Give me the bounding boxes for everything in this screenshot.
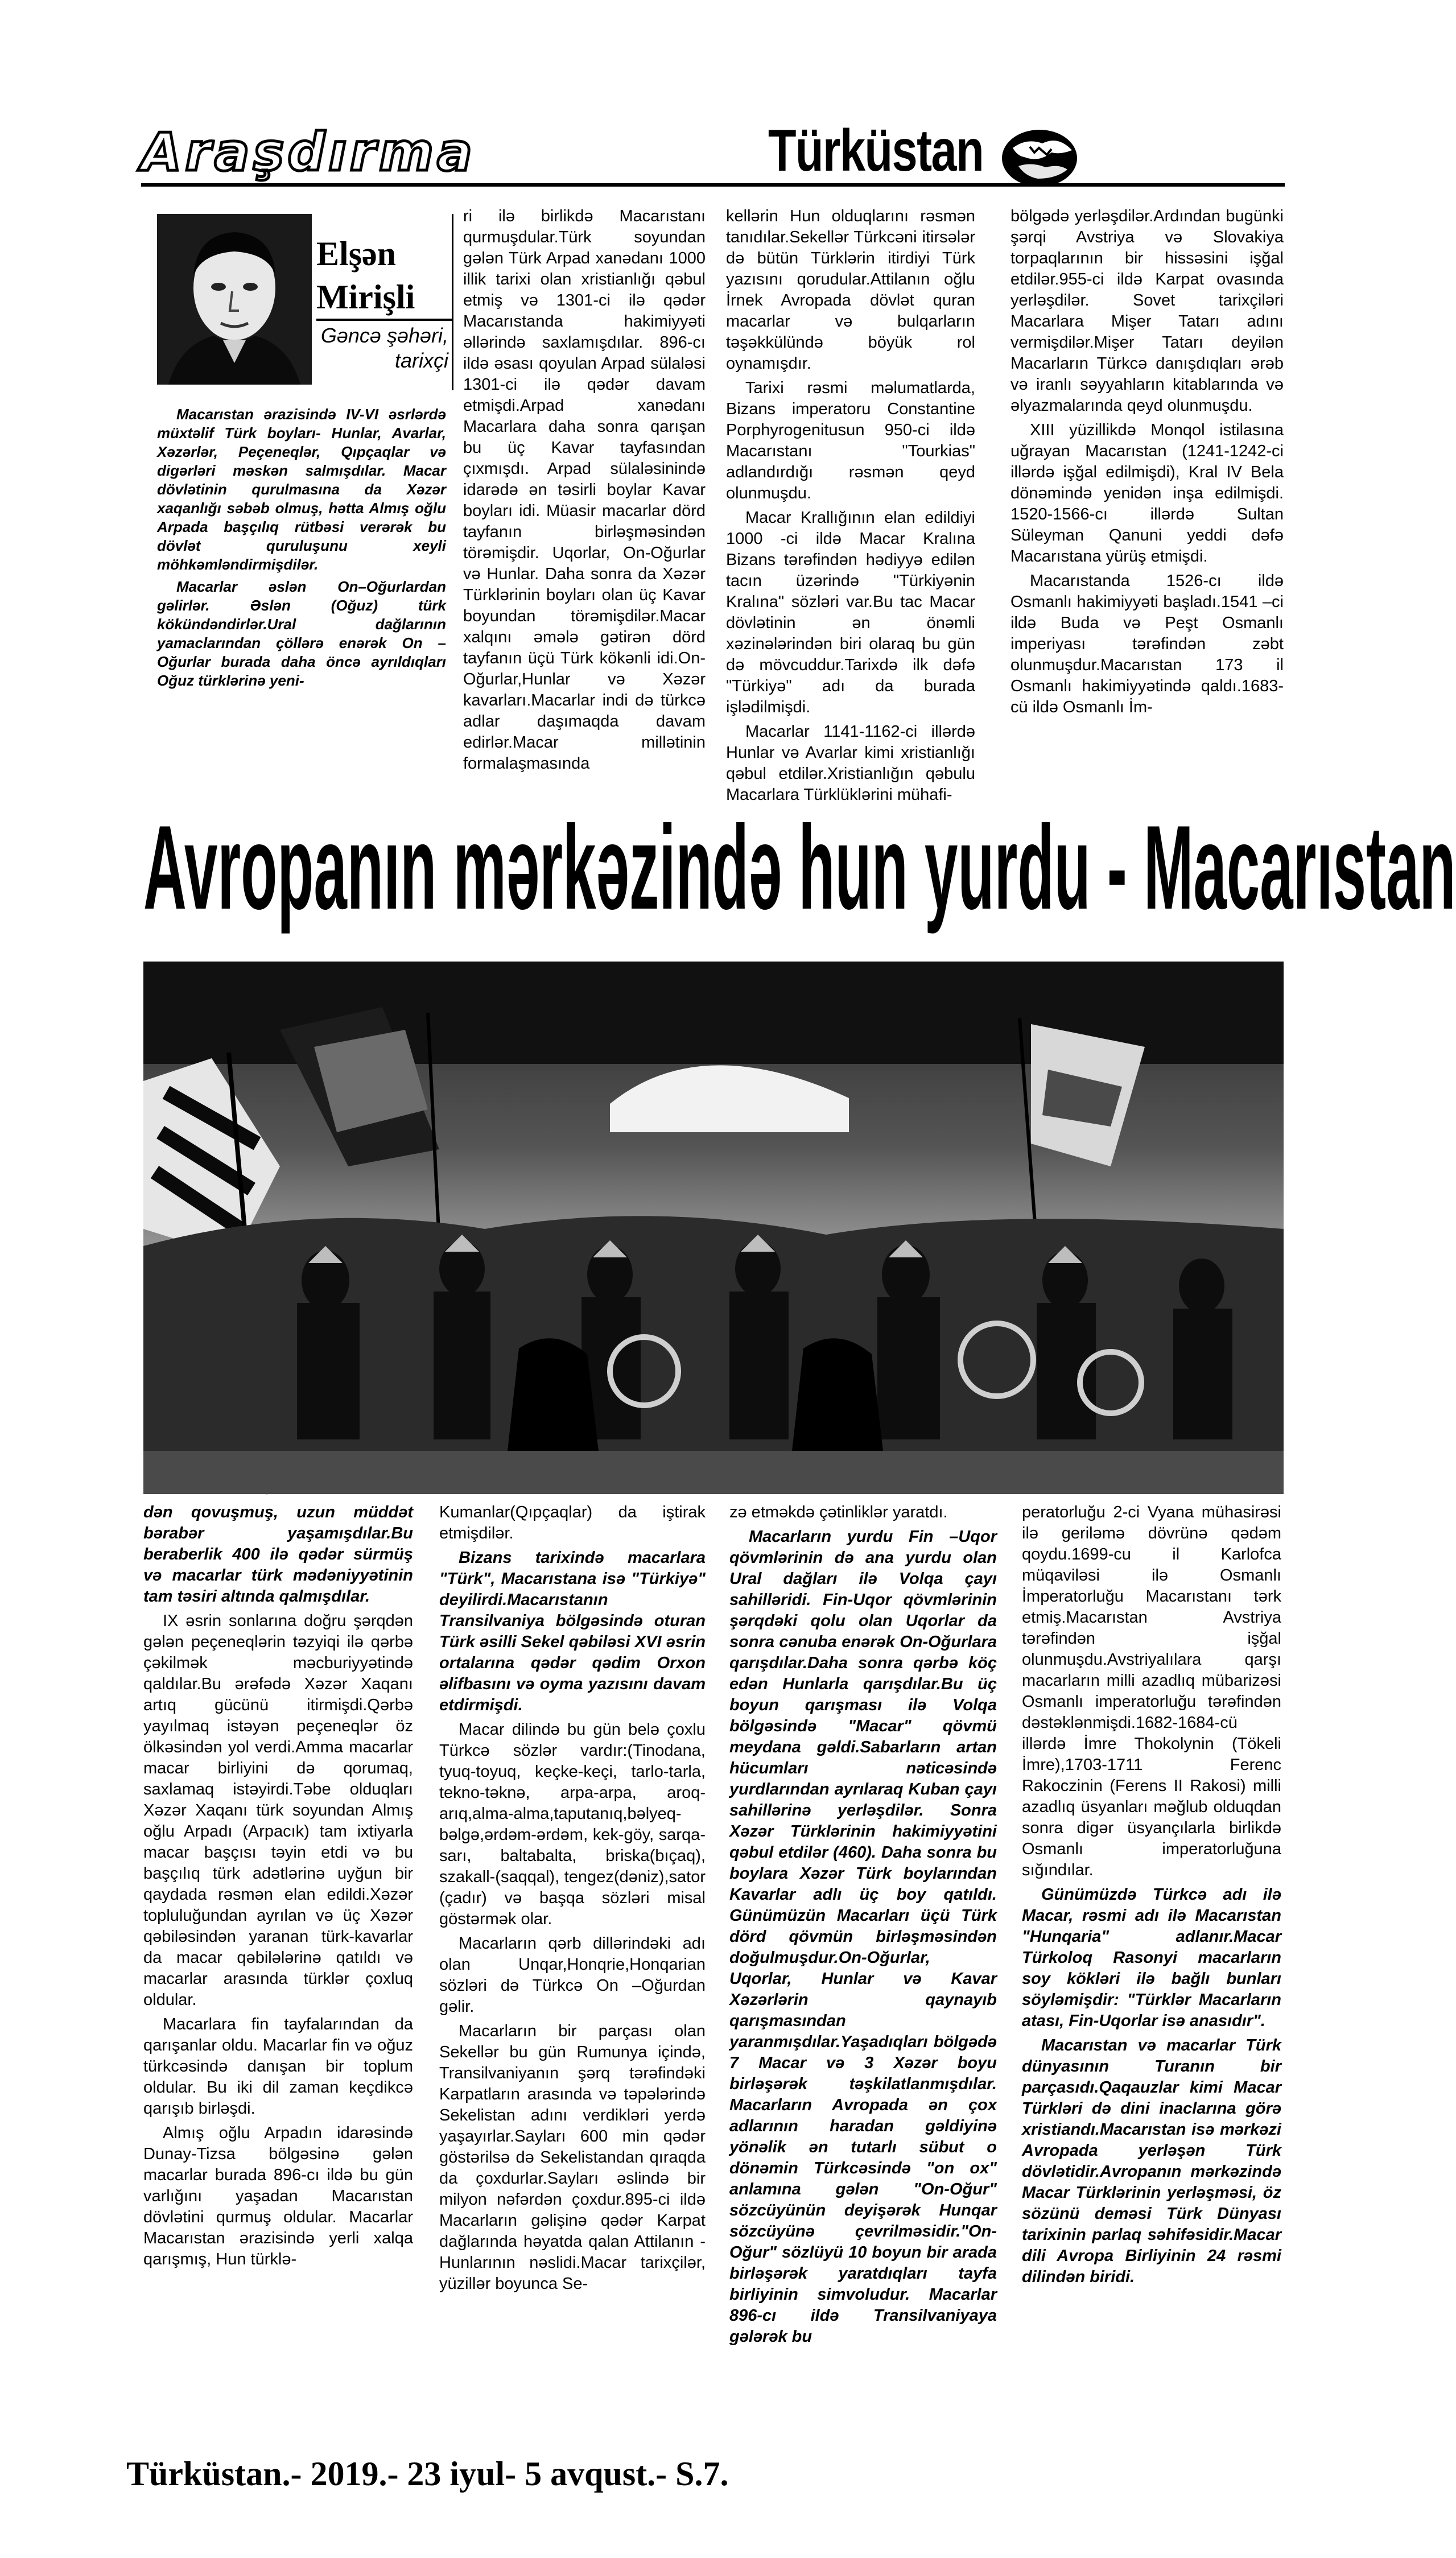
author-last-name: Mirişli — [316, 278, 415, 316]
article-paragraph: Macar dilində bu gün belə çoxlu Türkcə sözlər vardır:(Tinodana, tyuq-toyuq, keçke-keçi, tarlo-tarla, tekno-təknə, arpa-arpa, aroq-arıq,alma-alma,taputanıq,bəlyeq-bəlgə,ərdəm-ərdəm, kek-göy, sarqa-sarı, baltabalta, briska(bıçaq), szakall-(saqqal), tengez(dəniz),sator (çadır) və başqa sözləri misal göstərmək olar. — [439, 1721, 706, 1928]
article-paragraph: Günümüzdə Türkcə adı ilə Macar, rəsmi adı ilə Macarıstan "Hunqaria" adlanır.Macar Türkoloq Rasonyi macarların soy kökləri ilə bağlı bunları söyləmişdir: "Türklər Macarların atası, Fin-Uqorlar isə anasıdır". — [1022, 1886, 1281, 2030]
author-city: Gəncə şəhəri, — [320, 324, 448, 347]
article-paragraph: Macarıstan və macarlar Türk dünyasının Turanın bir parçasıdı.Qaqauzlar kimi Macar Türkləri də dini inaclarına görə xristiandı.Macarıstan isə mərkəzi Avropada yerləşən Türk dövlətidir.Avropanın mərkəzində Macar Türklərinin yerləşməsi, öz sözünü deməsi Türk Dünyası tarixinin parlaq səhifəsidir.Macar dili Avropa Birliyinin 24 rəsmi dilindən biridi. — [1022, 2036, 1281, 2286]
article-paragraph: zə etməkdə çətinliklər yaratdı. — [729, 1503, 948, 1521]
author-divider — [316, 319, 452, 321]
article-paragraph: Macarıstanda 1526-cı ildə Osmanlı hakimiyyəti başladı.1541 –ci ildə Buda və Peşt Osmanlı imperiyası tərəfindən zəbt olunmuşdur.Macarıstan 173 il Osmanlı hakimiyyətində qaldı.1683-cü ildə Osmanlı İm- — [1010, 572, 1284, 716]
article-headline: Avropanın mərkəzində hun yurdu - Macarıstan — [143, 801, 1456, 934]
article-column-bottom-4 — [1022, 1502, 1281, 2291]
author-portrait — [157, 214, 312, 385]
article-paragraph: Macarlar 1141-1162-ci illərdə Hunlar və Avarlar kimi xristianlığı qəbul etdilər.Xristianlığın qəbulu Macarlara Türklüklərini mühafi- — [726, 723, 975, 804]
source-citation: Türküstan.- 2019.- 23 iyul- 5 avqust.- S.7. — [126, 2455, 729, 2493]
lead-paragraph: Macarlar əslən On–Oğurlardan gəlirlər. Əslən (Oğuz) türk kökündəndirlər.Ural dağlarının yamaclarından çöllərə enərək On –Oğurlar burada daha öncə ayrıldıqları Oğuz türklərinə yeni- — [157, 578, 446, 689]
author-affiliation — [316, 323, 448, 373]
article-column-bottom-1 — [143, 1502, 413, 2274]
article-paragraph: dən qovuşmuş, uzun müddət bərabər yaşamışdılar.Bu beraberlik 400 ilə qədər sürmüş və macarlar türk mədəniyyətinin tam təsiri altında qalmışdılar. — [143, 1503, 413, 1606]
article-paragraph: ri ilə birlikdə Macarıstanı qurmuşdular.Türk soyundan gələn Türk Arpad xanədanı 1000 illik tarixi olan xristianlığı qəbul etmiş və 1301-ci ilə qədər Macarıstanda hakimiyyəti əllərində saxlamışdılar. 896-cı ildə əsası qoyulan Arpad sülaləsi 1301-ci ilə qədər davam etmişdi.Arpad xanədanı Macarlara daha sonra qarışan bu üç Kavar tayfasından çıxmışdı. Arpad sülaləsinində idarədə ən təsirli boylar Kavar boyları idi. Müasir macarlar dörd tayfanın birləşməsindən törəmişdir. Uqorlar, On-Oğurlar və Hunlar. Daha sonra da Xəzər Türklərinin boyları olan üç Kavar boyundan törəmişdilər.Macar xalqını əmələ gətirən dörd tayfanın üçü Türk kökənli idi.On-Oğurlar,Hunlar və Xəzər kavarları.Macarlar indi də türkcə adlar daşımaqda davam edirlər.Macar millətinin formalaşmasında — [463, 207, 706, 773]
author-vertical-rule — [452, 214, 453, 390]
article-paragraph: Macar Krallığının elan edildiyi 1000 -ci ildə Macar Kralına Bizans tərəfindən hədiyyə edilən tacın üzərində "Türkiyənin Kralına" sözləri var.Bu tac Macar dövlətinin ən önəmli xəzinələrindən biri olaraq bu gün də mövcuddur.Tarixdə ilk dəfə "Türkiyə" adı da burada işlədilmişdi. — [726, 509, 975, 716]
article-paragraph: XIII yüzillikdə Monqol istilasına uğrayan Macarıstan (1241-1242-ci illərdə işğal edilmişdi), Kral IV Bela dönəmində yenidən inşa edilmişdi. 1520-1566-cı illərdə Sultan Süleyman Qanuni yeddi dəfə Macarıstana yürüş etmişdi. — [1010, 421, 1284, 566]
author-role: tarixçi — [394, 349, 448, 372]
article-paragraph: bölgədə yerləşdilər.Ardından bugünki şərqi Avstriya və Slovakiya torpaqlarının bir hissəsini işğal etdilər.955-ci ildə Karpat ovasında yerləşdilər. Sovet tarixçiləri Macarlara Mişer Tatarı adını vermişdilər.Mişer Tatarı deyilən Macarların Türkcə danışdıqları ərəb və iranlı səyyahların kitablarında və əlyazmalarında qeyd olunmuşdu. — [1010, 207, 1284, 415]
author-first-name: Elşən — [316, 235, 397, 273]
brand-title: Türküstan — [768, 118, 984, 184]
article-paragraph: IX əsrin sonlarına doğru şərqdən gələn peçeneqlərin təzyiqi ilə qərbə çəkilmək məcburiyyətində qaldılar.Bu ərəfədə Xəzər Xaqanı artıq gücünü itirmişdi.Qərbə yayılmaq istəyən peçeneqlər öz ölkəsindən yol verdi.Amma macarlar macar birliyini də qorumaq, saxlamaq istəyirdi.Təbe olduqları Xəzər Xaqanı türk soyundan Almış oğlu Arpadı (Arpacık) tam ixtiyarla macar başçısı təyin etdi və bu başçılıq türk adətlərinə uyğun bir qaydada rəsmən elan edildi.Xəzər topluluğundan ayrılan və üç Xəzər qəbiləsindən yaranan türk-kavarlar da macar qəbilələrinə qatıldı və macarlar arasında türklər çoxluq oldular. — [143, 1612, 413, 2009]
author-name — [316, 232, 415, 319]
article-column-top-4 — [1010, 206, 1284, 721]
article-column-bottom-2 — [439, 1502, 706, 2298]
globe-icon — [997, 124, 1082, 191]
article-paragraph: kellərin Hun olduqlarını rəsmən tanıdılar.Sekellər Türkcəni itirsələr də bütün Türklərin itirdiyi Türk yazısını qorudular.Attilanın oğlu İrnek Avropada dövlət quran macarlar və bulqarların təşəkkülündə böyük rol oynamışdır. — [726, 207, 975, 373]
article-paragraph: Tarixi rəsmi məlumatlarda, Bizans imperatoru Constantine Porphyrogenitusun 950-ci ildə Macarıstanı "Tourkias" adlandırdığı rəsmən qeyd olunmuşdu. — [726, 379, 975, 502]
article-paragraph: Macarların bir parçası olan Sekellər bu gün Rumunya içində, Transilvaniyanın şərq tərəfindəki Karpatların arasında və təpələrində Sekelistan adını verdikləri yerdə yaşayırlar.Sayları 600 min qədər göstərilsə də Sekelistandan qıraqda da çoxdurlar.Sayları əslində bir milyon nəfərdən çoxdur.895-ci ildə Macarların gəlişinə qədər Karpat dağlarında həyatda qalan Attilanın -Hunlarının nəslidi.Macar tarixçilər, yüzillər boyunca Se- — [439, 2022, 706, 2293]
section-label: Araşdırma — [141, 122, 476, 183]
article-paragraph: Kumanlar(Qıpçaqlar) da iştirak etmişdilər. — [439, 1503, 706, 1542]
lead-paragraph: Macarıstan ərazisində IV-VI əsrlərdə müxtəlif Türk boyları- Hunlar, Avarlar, Xəzərlər, Peçeneqlər, Qıpçaqlar və digərləri məskən salmışdılar. Macar dövlətinin qurulmasına da Xəzər xaqanlığı səbəb olmuş, hətta Almış oğlu Arpada başçılıq rütbəsi verərək bu dövlət quruluşunu xeyli möhkəmləndirmişdilər. — [157, 406, 446, 573]
lead-column — [157, 405, 446, 694]
article-column-bottom-3 — [729, 1502, 997, 2351]
article-paragraph: Bizans tarixində macarlara "Türk", Macarıstana isə "Türkiyə" deyilirdi.Macarıstanın Transilvaniya bölgəsində oturan Türk əsilli Sekel qəbiləsi XVI əsrin ortalarına qədər qədim Orxon əlifbasını və oyma yazısını davam etdirmişdi. — [439, 1549, 706, 1714]
article-paragraph: peratorluğu 2-ci Vyana mühasirəsi ilə geriləmə dövrünə qədəm qoydu.1699-cu il Karlofca müqaviləsi ilə Osmanlı İmperatorluğu Macarıstanı tərk etmiş.Macarıstan Avstriya tərəfindən işğal olunmuşdu.Avstriyalılara qarşı macarların milli azadlıq mübarizəsi Osmanlı imperatorluğu tərəfindən dəstəklənmişdi.1682-1684-cü illərdə İmre Thokolynin (Tökeli İmre),1703-1711 Ferenc Rakoczinin (Ferens II Rakosi) milli azadlıq üsyanları məğlub olduqdan sonra digər üsyançılarla birlikdə Osmanlı imperatorluğuna sığındılar. — [1022, 1503, 1281, 1879]
horsemen-reenactment-photo — [143, 962, 1284, 1494]
article-paragraph: Macarların yurdu Fin –Uqor qövmlərinin də ana yurdu olan Ural dağları ilə Volqa çayı sahilləridi. Fin-Uqor qövmlərinin şərqdəki qolu olan Uqorlar da sonra cənuba enərək On-Oğurlara qarışdılar.Daha sonra qərbə köç edən Hunlarla qarışdılar.Bu üç boyun qarışması ilə Volqa bölgəsində "Macar" qövmü meydana gəldi.Sabarların artan hücumları nəticəsində yurdlarından ayrılaraq Kuban çayı sahillərinə yerləşdilər. Sonra Xəzər Türklərinin hakimiyyətini qəbul etdilər (460). Daha sonra bu boylara Xəzər Türk boylarından Kavarlar adlı üç boy qatıldı. Günümüzün Macarları üçü Türk dörd qövmün birləşməsindən doğulmuşdur.On-Oğurlar, Uqorlar, Hunlar və Kavar Xəzərlərin qaynayıb qarışmasından yaranmışdılar.Yaşadıqları bölgədə 7 Macar və 3 Xəzər boyu birləşərək təşkilatlanmışdılar. Macarların Avropada ən çox adlarının haradan gəldiyinə yönəlik ən tutarlı sübut o dönəmin Türkcəsində "on ox" anlamına gələn "On-Oğur" sözcüyünün deyişərək Hunqar sözcüyünə çevrilməsidir."On-Oğur" sözlüyü 10 boyun bir arada birləşərək yaratdıqları tayfa birliyinin simvoludur. Macarlar 896-cı ildə Transilvaniyaya gələrək bu — [729, 1528, 997, 2346]
article-paragraph: Almış oğlu Arpadın idarəsində Dunay-Tizsa bölgəsinə gələn macarlar burada 896-cı ildə bu gün varlığını yaşadan Macarıstan dövlətini qurmuş oldular. Macarlar Macarıstan ərazisində yerli xalqa qarışmış, Hun türklə- — [143, 2124, 413, 2268]
article-paragraph: Macarların qərb dillərindəki adı olan Unqar,Honqrie,Honqarian sözləri də Türkcə On –Oğurdan gəlir. — [439, 1934, 706, 2016]
article-column-top-2 — [463, 206, 706, 778]
header-rule — [141, 183, 1285, 187]
article-paragraph: Macarlara fin tayfalarından da qarışanlar oldu. Macarlar fin və oğuz türkcəsində danışan bir toplum oldular. Bu iki dil zaman keçdikcə qarışıb birləşdi. — [143, 2015, 413, 2118]
article-column-top-3 — [726, 206, 975, 809]
